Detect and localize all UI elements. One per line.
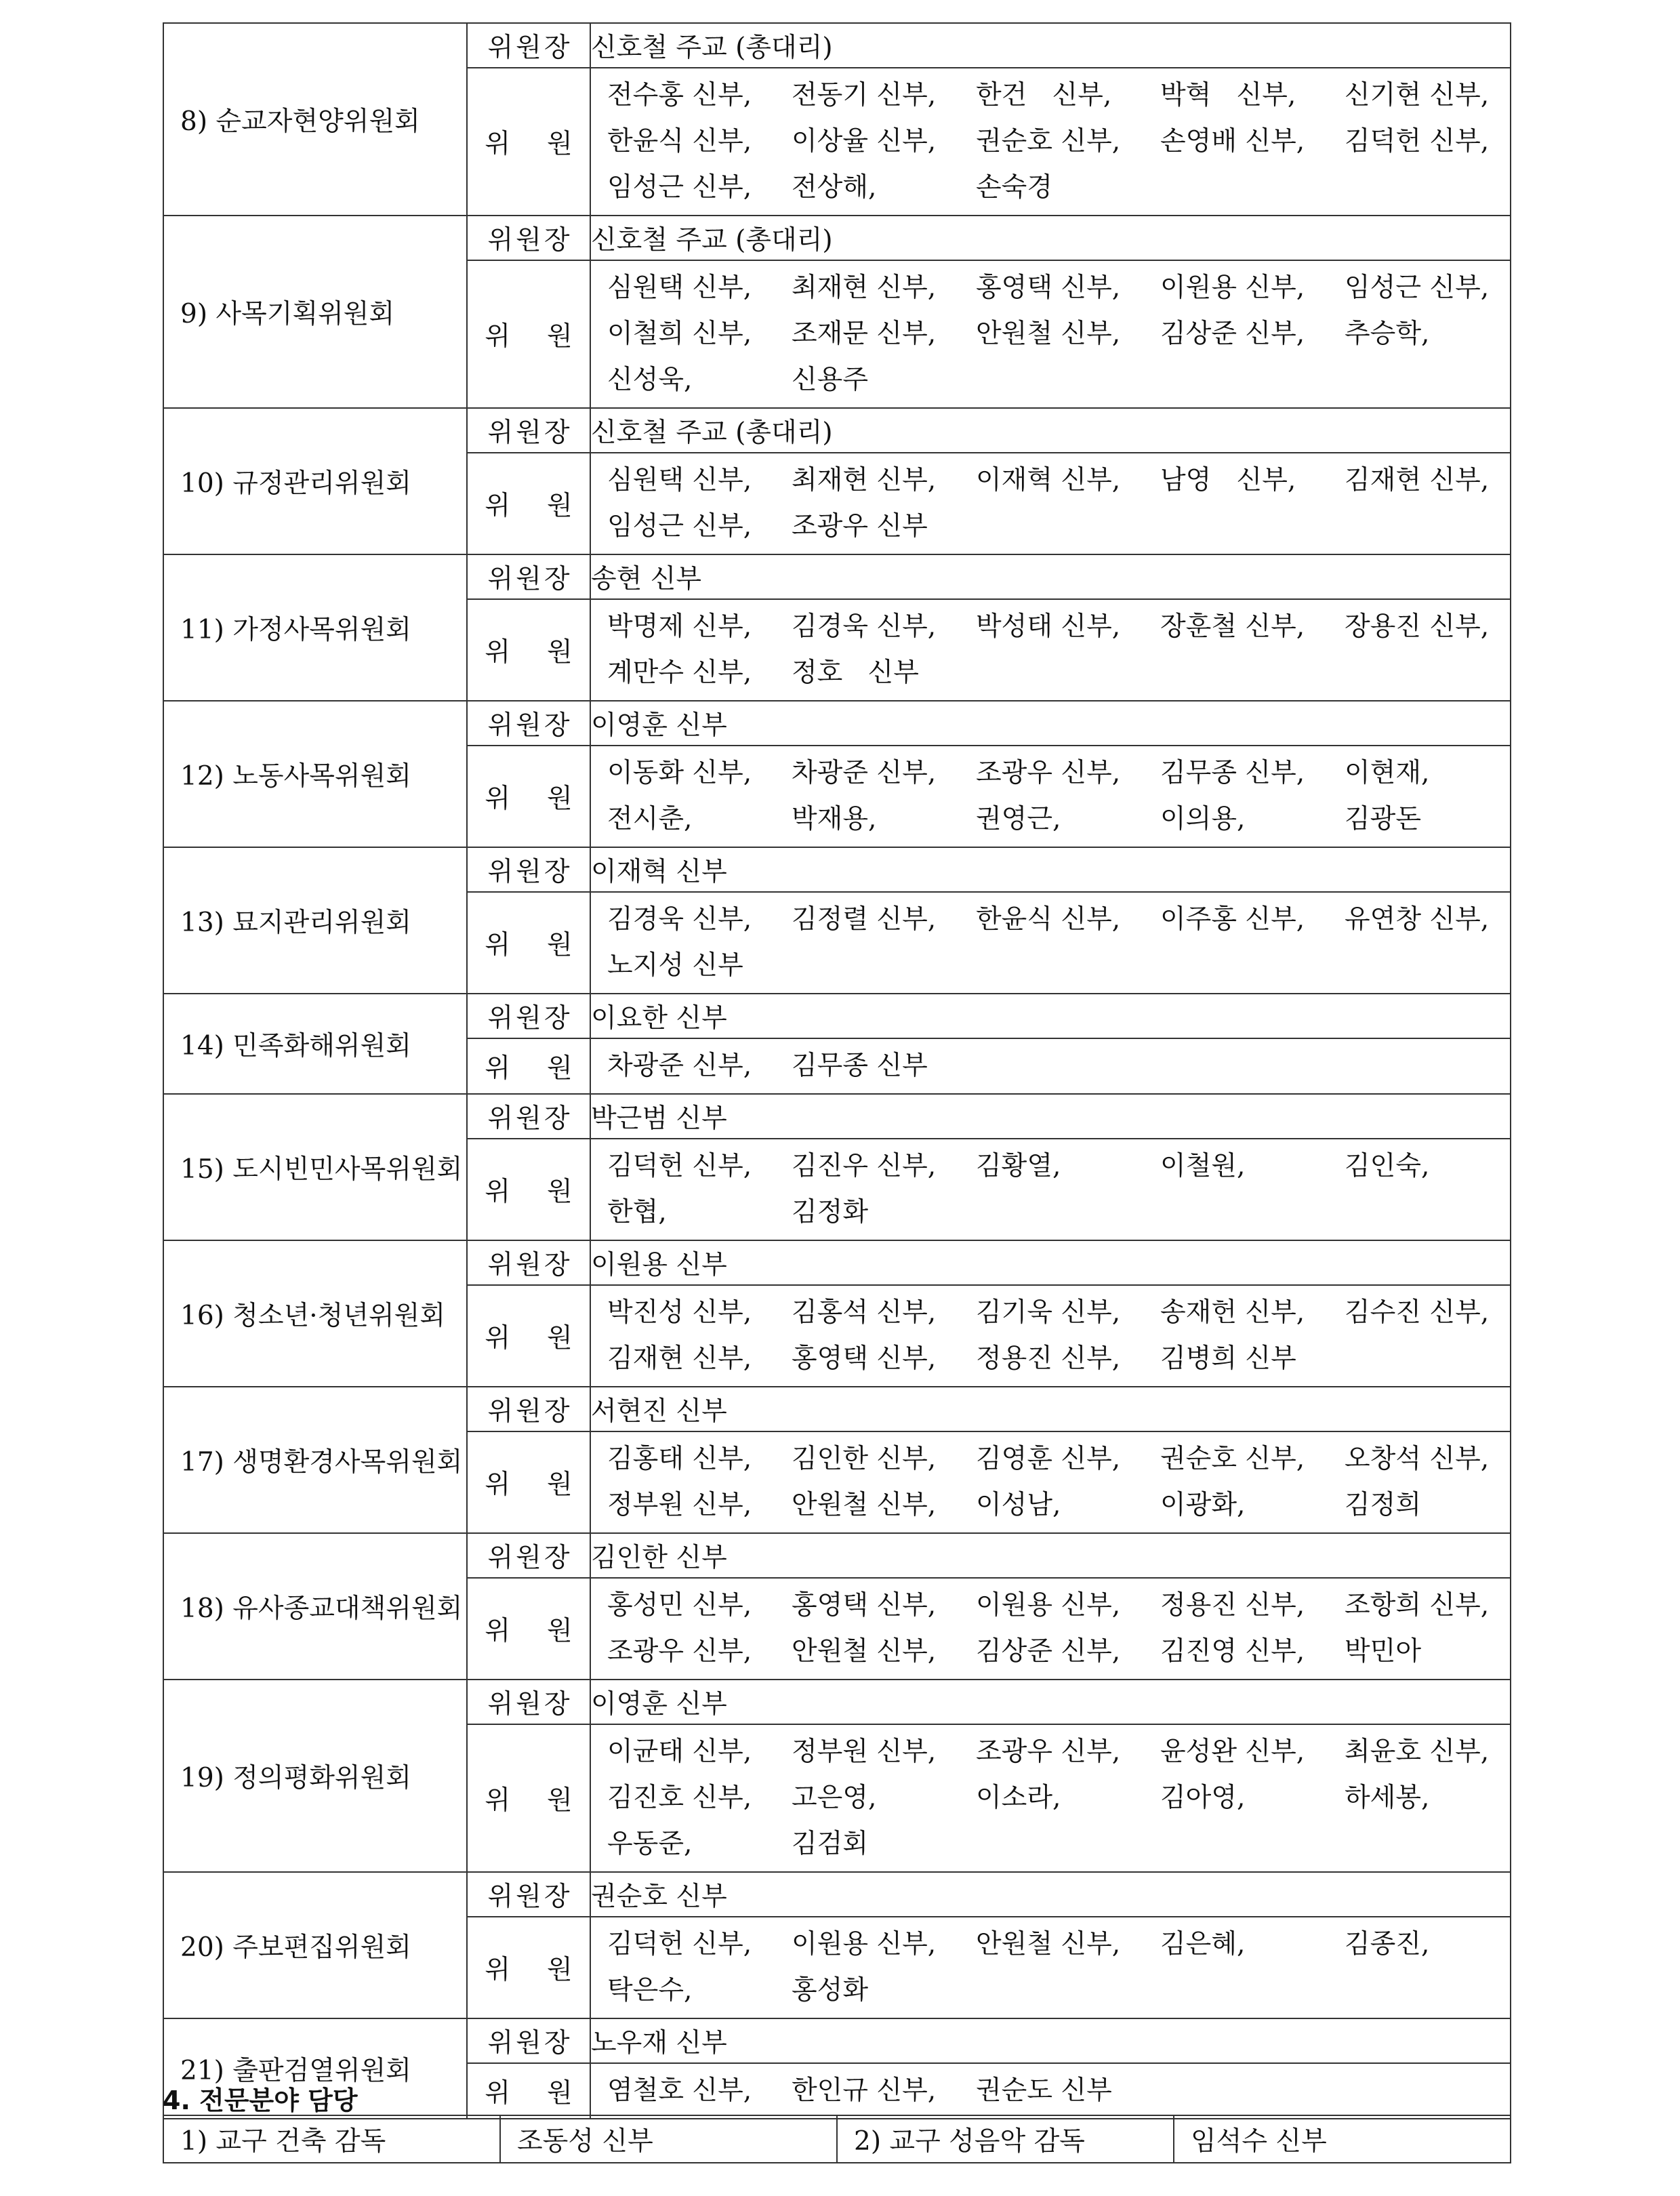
committee-members (590, 2063, 1511, 2119)
member-name: 김종진, (1345, 1929, 1430, 1959)
member-name: 김진호 신부, (607, 1783, 752, 1813)
member-name: 박혁 신부, (1160, 80, 1296, 110)
member-name: 김정렬 신부, (792, 904, 937, 935)
member-name: 김인한 신부, (792, 1444, 937, 1474)
member-name: 이원용 신부, (792, 1929, 937, 1959)
member-name: 정용진 신부, (976, 1343, 1121, 1374)
member-role-label: 위 원 (467, 1917, 590, 2018)
chair-role-label: 위 원 장 (467, 2018, 590, 2063)
member-role-label: 위 원 (467, 453, 590, 554)
member-name: 이철원, (1160, 1151, 1246, 1181)
member-name: 이상율 신부, (792, 126, 937, 157)
member-name: 조광우 신부, (976, 1736, 1121, 1767)
member-name: 전상해, (792, 172, 877, 203)
member-name: 김정희 (1345, 1490, 1422, 1520)
chair-role-label: 위 원 장 (467, 701, 590, 746)
committee-chair-row (163, 554, 1511, 599)
committee-name: 15) 도시빈민사목위원회 (163, 1094, 467, 1240)
member-name: 안원철 신부, (792, 1636, 937, 1667)
committee-chair: 송현 신부 (590, 554, 1511, 599)
committee-name: 14) 민족화해위원회 (163, 994, 467, 1094)
committee-name: 9) 사목기획위원회 (163, 216, 467, 408)
committee-name: 19) 정의평화위원회 (163, 1680, 467, 1872)
member-name: 홍성민 신부, (607, 1590, 752, 1621)
committee-name: 16) 청소년·청년위원회 (163, 1240, 467, 1387)
member-name: 이소라, (976, 1783, 1061, 1813)
member-name: 탁은수, (607, 1975, 693, 2006)
member-name: 윤성완 신부, (1160, 1736, 1305, 1767)
member-name: 홍성화 (792, 1975, 869, 2006)
chair-role-label: 위 원 장 (467, 994, 590, 1038)
chair-role-label: 위 원 장 (467, 1680, 590, 1724)
member-name: 이주홍 신부, (1160, 904, 1305, 935)
field-person: 임석수 신부 (1174, 2115, 1511, 2163)
member-name: 박진성 신부, (607, 1297, 752, 1328)
member-role-label: 위 원 (467, 892, 590, 994)
committee-members (590, 453, 1511, 554)
committee-name: 18) 유사종교대책위원회 (163, 1533, 467, 1680)
member-role-label: 위 원 (467, 68, 590, 216)
member-name: 심원택 신부, (607, 272, 752, 303)
member-name: 김상준 신부, (1160, 319, 1305, 349)
field-person: 조동성 신부 (500, 2115, 837, 2163)
committee-members (590, 68, 1511, 216)
member-name: 김경욱 신부, (792, 611, 937, 642)
member-name: 최재현 신부, (792, 465, 937, 495)
member-name: 김진영 신부, (1160, 1636, 1305, 1667)
committee-name: 13) 묘지관리위원회 (163, 847, 467, 994)
committee-table (163, 22, 1511, 2119)
committee-chair: 권순호 신부 (590, 1872, 1511, 1917)
chair-role-label: 위 원 장 (467, 554, 590, 599)
member-name: 김정화 (792, 1197, 869, 1227)
member-name: 임성근 신부, (607, 172, 752, 203)
committee-name: 12) 노동사목위원회 (163, 701, 467, 847)
member-list (607, 1922, 1500, 2014)
member-name: 전동기 신부, (792, 80, 937, 110)
member-name: 김무종 신부, (1160, 758, 1305, 788)
member-name: 이원용 신부, (976, 1590, 1121, 1621)
member-list (607, 604, 1500, 696)
member-name: 최윤호 신부, (1345, 1736, 1490, 1767)
member-name: 최재현 신부, (792, 272, 937, 303)
chair-role-label: 위 원 장 (467, 1872, 590, 1917)
member-name: 박명제 신부, (607, 611, 752, 642)
member-name: 손영배 신부, (1160, 126, 1305, 157)
member-name: 이의용, (1160, 804, 1246, 834)
member-list (607, 750, 1500, 842)
member-name: 임성근 신부, (607, 511, 752, 542)
member-name: 홍영택 신부, (792, 1590, 937, 1621)
member-name: 권순호 신부, (1160, 1444, 1305, 1474)
member-list (607, 2068, 1500, 2114)
committee-chair: 이재혁 신부 (590, 847, 1511, 892)
member-name: 고은영, (792, 1783, 877, 1813)
member-name: 김검회 (792, 1829, 869, 1859)
committee-chair: 노우재 신부 (590, 2018, 1511, 2063)
committee-chair-row (163, 1094, 1511, 1139)
member-name: 이동화 신부, (607, 758, 752, 788)
field-table (163, 2115, 1511, 2163)
member-name: 김재현 신부, (1345, 465, 1490, 495)
committee-chair: 신호철 주교 (총대리) (590, 408, 1511, 453)
member-name: 한윤식 신부, (607, 126, 752, 157)
committee-name: 8) 순교자현양위원회 (163, 23, 467, 216)
member-name: 김진우 신부, (792, 1151, 937, 1181)
member-name: 이성남, (976, 1490, 1061, 1520)
member-list (607, 1583, 1500, 1675)
member-list (607, 1729, 1500, 1867)
chair-role-label: 위 원 장 (467, 1240, 590, 1285)
committee-chair-row (163, 408, 1511, 453)
committee-chair-row (163, 1872, 1511, 1917)
member-name: 노지성 신부 (607, 950, 743, 981)
member-name: 조광우 신부, (976, 758, 1121, 788)
member-role-label: 위 원 (467, 1431, 590, 1533)
member-list (607, 1043, 1500, 1089)
committee-members (590, 1724, 1511, 1872)
member-name: 손숙경 (976, 172, 1053, 203)
member-name: 김덕헌 신부, (607, 1929, 752, 1959)
member-name: 조광우 신부 (792, 511, 928, 542)
member-name: 이광화, (1160, 1490, 1246, 1520)
member-name: 김덕헌 신부, (607, 1151, 752, 1181)
committee-chair: 이원용 신부 (590, 1240, 1511, 1285)
member-name: 김재현 신부, (607, 1343, 752, 1374)
member-list (607, 1436, 1500, 1528)
committee-chair-row (163, 994, 1511, 1038)
committee-members (590, 892, 1511, 994)
member-name: 한협, (607, 1197, 667, 1227)
committee-name: 17) 생명환경사목위원회 (163, 1387, 467, 1533)
member-name: 신용주 (792, 365, 869, 395)
committee-chair: 이영훈 신부 (590, 701, 1511, 746)
chair-role-label: 위 원 장 (467, 23, 590, 68)
member-name: 김인숙, (1345, 1151, 1430, 1181)
member-name: 계만수 신부, (607, 657, 752, 688)
member-name: 김광돈 (1345, 804, 1422, 834)
committee-name: 11) 가정사목위원회 (163, 554, 467, 701)
member-name: 김은혜, (1160, 1929, 1246, 1959)
field-label: 2) 교구 성음악 감독 (837, 2115, 1174, 2163)
member-name: 이재혁 신부, (976, 465, 1121, 495)
committee-chair-row (163, 1387, 1511, 1431)
committee-chair-row (163, 1533, 1511, 1578)
member-name: 장훈철 신부, (1160, 611, 1305, 642)
field-label: 1) 교구 건축 감독 (163, 2115, 500, 2163)
member-name: 심원택 신부, (607, 465, 752, 495)
member-name: 한윤식 신부, (976, 904, 1121, 935)
member-role-label: 위 원 (467, 1724, 590, 1872)
member-name: 박성태 신부, (976, 611, 1121, 642)
member-name: 이원용 신부, (1160, 272, 1305, 303)
member-name: 안원철 신부, (976, 1929, 1121, 1959)
member-role-label: 위 원 (467, 260, 590, 408)
committee-table-body (163, 23, 1511, 2119)
member-name: 김아영, (1160, 1783, 1246, 1813)
member-name: 김경욱 신부, (607, 904, 752, 935)
member-name: 차광준 신부, (792, 758, 937, 788)
committee-chair-row (163, 1240, 1511, 1285)
member-name: 김수진 신부, (1345, 1297, 1490, 1328)
member-list (607, 897, 1500, 989)
committee-members (590, 260, 1511, 408)
chair-role-label: 위 원 장 (467, 847, 590, 892)
member-name: 김홍석 신부, (792, 1297, 937, 1328)
member-name: 한인규 신부, (792, 2075, 937, 2106)
member-role-label: 위 원 (467, 1285, 590, 1387)
member-role-label: 위 원 (467, 1139, 590, 1240)
member-name: 이균태 신부, (607, 1736, 752, 1767)
member-name: 정부원 신부, (792, 1736, 937, 1767)
member-name: 김영훈 신부, (976, 1444, 1121, 1474)
member-role-label: 위 원 (467, 2063, 590, 2119)
member-list (607, 73, 1500, 211)
committee-name: 21) 출판검열위원회 (163, 2018, 467, 2119)
member-role-label: 위 원 (467, 1038, 590, 1094)
committee-members (590, 746, 1511, 847)
chair-role-label: 위 원 장 (467, 1094, 590, 1139)
committee-chair: 이영훈 신부 (590, 1680, 1511, 1724)
section-heading: 4. 전문분야 담당 (163, 2086, 358, 2115)
member-name: 이현재, (1345, 758, 1430, 788)
member-name: 박재용, (792, 804, 877, 834)
member-name: 김덕헌 신부, (1345, 126, 1490, 157)
member-list (607, 1290, 1500, 1382)
member-name: 권순호 신부, (976, 126, 1121, 157)
member-name: 장용진 신부, (1345, 611, 1490, 642)
member-name: 김홍태 신부, (607, 1444, 752, 1474)
committee-chair-row (163, 847, 1511, 892)
committee-members (590, 1285, 1511, 1387)
committee-chair: 김인한 신부 (590, 1533, 1511, 1578)
committee-name: 20) 주보편집위원회 (163, 1872, 467, 2018)
member-name: 정부원 신부, (607, 1490, 752, 1520)
member-name: 송재헌 신부, (1160, 1297, 1305, 1328)
committee-members (590, 1139, 1511, 1240)
member-name: 전수홍 신부, (607, 80, 752, 110)
member-name: 오창석 신부, (1345, 1444, 1490, 1474)
member-name: 전시춘, (607, 804, 693, 834)
member-name: 홍영택 신부, (976, 272, 1121, 303)
committee-members (590, 1578, 1511, 1680)
member-name: 김병희 신부 (1160, 1343, 1296, 1374)
committee-chair: 박근범 신부 (590, 1094, 1511, 1139)
committee-name: 10) 규정관리위원회 (163, 408, 467, 554)
member-name: 유연창 신부, (1345, 904, 1490, 935)
member-name: 안원철 신부, (792, 1490, 937, 1520)
member-name: 남영 신부, (1160, 465, 1296, 495)
committee-chair: 이요한 신부 (590, 994, 1511, 1038)
member-name: 임성근 신부, (1345, 272, 1490, 303)
member-name: 한건 신부, (976, 80, 1112, 110)
member-name: 박민아 (1345, 1636, 1422, 1667)
committee-members (590, 1038, 1511, 1094)
committee-chair: 신호철 주교 (총대리) (590, 216, 1511, 260)
member-role-label: 위 원 (467, 746, 590, 847)
member-name: 권순도 신부 (976, 2075, 1112, 2106)
committee-chair: 신호철 주교 (총대리) (590, 23, 1511, 68)
member-list (607, 1143, 1500, 1236)
member-name: 하세봉, (1345, 1783, 1430, 1813)
member-name: 김상준 신부, (976, 1636, 1121, 1667)
member-name: 김황열, (976, 1151, 1061, 1181)
member-name: 추승학, (1345, 319, 1430, 349)
chair-role-label: 위 원 장 (467, 1387, 590, 1431)
committee-members (590, 1917, 1511, 2018)
committee-members (590, 599, 1511, 701)
committee-chair: 서현진 신부 (590, 1387, 1511, 1431)
member-name: 김무종 신부 (792, 1051, 928, 1081)
member-name: 염철호 신부, (607, 2075, 752, 2106)
member-name: 김기욱 신부, (976, 1297, 1121, 1328)
member-name: 우동준, (607, 1829, 693, 1859)
member-name: 신기현 신부, (1345, 80, 1490, 110)
member-name: 정호 신부 (792, 657, 919, 688)
member-name: 안원철 신부, (976, 319, 1121, 349)
committee-chair-row (163, 216, 1511, 260)
committee-chair-row (163, 23, 1511, 68)
member-name: 이철희 신부, (607, 319, 752, 349)
member-list (607, 458, 1500, 550)
chair-role-label: 위 원 장 (467, 408, 590, 453)
member-name: 차광준 신부, (607, 1051, 752, 1081)
member-name: 조재문 신부, (792, 319, 937, 349)
member-name: 조광우 신부, (607, 1636, 752, 1667)
member-role-label: 위 원 (467, 599, 590, 701)
member-name: 신성욱, (607, 365, 693, 395)
field-row (163, 2115, 1511, 2163)
chair-role-label: 위 원 장 (467, 216, 590, 260)
member-role-label: 위 원 (467, 1578, 590, 1680)
committee-chair-row (163, 2018, 1511, 2063)
committee-chair-row (163, 1680, 1511, 1724)
member-name: 홍영택 신부, (792, 1343, 937, 1374)
chair-role-label: 위 원 장 (467, 1533, 590, 1578)
member-name: 조항희 신부, (1345, 1590, 1490, 1621)
committee-members (590, 1431, 1511, 1533)
committee-chair-row (163, 701, 1511, 746)
member-name: 권영근, (976, 804, 1061, 834)
member-list (607, 265, 1500, 403)
member-name: 정용진 신부, (1160, 1590, 1305, 1621)
